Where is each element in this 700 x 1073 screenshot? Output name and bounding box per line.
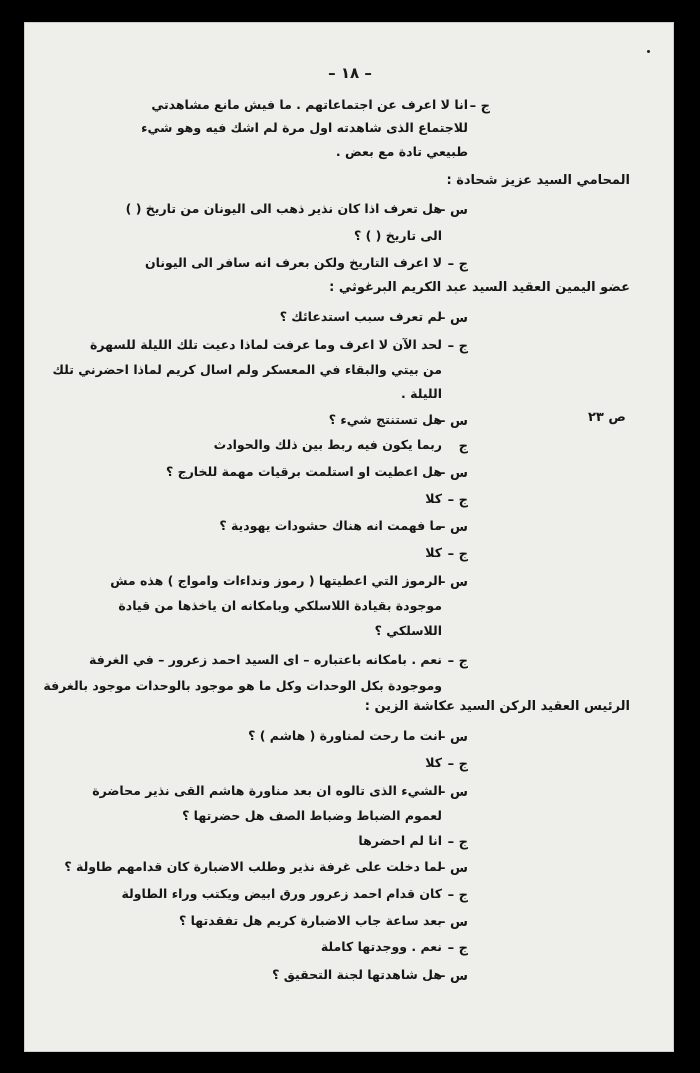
text-line: كلا: [425, 545, 442, 560]
text-line: لعموم الضباط وضباط الصف هل حضرتها ؟: [182, 808, 442, 823]
ink-dot: [647, 50, 650, 53]
text-line: لا اعرف التاريخ ولكن بعرف انه سافر الى اليونان: [144, 255, 442, 270]
line-marker: ج –: [447, 654, 468, 669]
page-number: – ١٨ –: [328, 64, 372, 82]
line-marker: ج –: [469, 99, 490, 114]
section-heading: عضو اليمين العقيد السيد عبد الكريم البرغوثي :: [329, 280, 630, 295]
text-line: ما فهمت انه هناك حشودات يهودية ؟: [219, 518, 442, 533]
text-line: موجودة بقيادة اللاسلكي وبامكانه ان ياخذها من قيادة: [118, 598, 442, 613]
line-marker: ج –: [447, 941, 468, 956]
line-marker: ج –: [447, 757, 468, 772]
text-line: هل تستنتج شيء ؟: [328, 412, 442, 427]
text-line: هل شاهدتها لجنة التحقيق ؟: [272, 967, 442, 982]
text-line: نعم . ووجدتها كاملة: [320, 939, 442, 954]
text-line: اللاسلكي ؟: [374, 623, 442, 638]
text-line: من بيتي والبقاء في المعسكر ولم اسال كريم لماذا احضرني تلك: [52, 362, 442, 377]
line-marker: ج –: [447, 257, 468, 272]
text-line: انا لا اعرف عن اجتماعاتهم . ما فيش مانع مشاهدتي: [151, 97, 468, 112]
text-line: الى تاريخ ( ) ؟: [354, 228, 442, 243]
text-line: لم تعرف سبب استدعائك ؟: [279, 309, 442, 324]
text-line: الرموز التي اعطيتها ( رموز ونداءات وامواج ) هذه مش: [110, 573, 442, 588]
line-marker: س –: [439, 575, 468, 590]
line-marker: س –: [439, 203, 468, 218]
line-marker: س –: [439, 785, 468, 800]
text-line: لحد الآن لا اعرف وما عرفت لماذا دعيت تلك الليلة للسهرة: [89, 337, 442, 352]
text-line: بعد ساعة جاب الاضبارة كريم هل تفقدتها ؟: [178, 913, 442, 928]
line-marker: ج –: [447, 339, 468, 354]
text-line: انا لم احضرها: [358, 833, 442, 848]
text-line: لما دخلت على غرفة نذير وطلب الاضبارة كان قدامهم طاولة ؟: [64, 859, 442, 874]
side-note: ص ٢٣: [588, 410, 626, 425]
line-marker: ج –: [447, 547, 468, 562]
text-line: كلا: [425, 755, 442, 770]
line-marker: س –: [439, 414, 468, 429]
line-marker: ج –: [447, 493, 468, 508]
text-line: انت ما رحت لمناورة ( هاشم ) ؟: [248, 728, 442, 743]
text-line: الليلة .: [401, 386, 442, 401]
text-line: كلا: [425, 491, 442, 506]
line-marker: س –: [439, 730, 468, 745]
text-line: الشيء الذى تالوه ان بعد مناورة هاشم القى نذير محاضرة: [92, 783, 442, 798]
text-line: طبيعي تادة مع بعض .: [335, 144, 468, 159]
text-line: هل اعطيت او استلمت برقيات مهمة للخارج ؟: [166, 464, 442, 479]
line-marker: س –: [439, 915, 468, 930]
line-marker: ج: [458, 439, 468, 454]
text-line: كان قدام احمد زعرور ورق ابيض ويكتب وراء الطاولة: [121, 886, 442, 901]
line-marker: س –: [439, 466, 468, 481]
section-heading: الرئيس العقيد الركن السيد عكاشة الزين :: [364, 699, 630, 714]
line-marker: ج –: [447, 888, 468, 903]
section-heading: المحامي السيد عزيز شحادة :: [446, 173, 630, 188]
line-marker: س –: [439, 311, 468, 326]
line-marker: س –: [439, 520, 468, 535]
line-marker: ج –: [447, 835, 468, 850]
text-line: نعم . بامكانه باعتباره – اى السيد احمد زعرور – في الغرفة: [89, 652, 442, 667]
line-marker: س –: [439, 861, 468, 876]
text-line: للاجتماع الذى شاهدته اول مرة لم اشك فيه وهو شيء: [141, 120, 468, 135]
text-line: وموجودة بكل الوحدات وكل ما هو موجود بالوحدات موجود بالغرفة: [43, 678, 442, 693]
text-line: هل تعرف اذا كان نذير ذهب الى اليونان من تاريخ ( ): [125, 201, 442, 216]
line-marker: س –: [439, 969, 468, 984]
text-line: ربما يكون فيه ربط بين ذلك والحوادث: [213, 437, 442, 452]
